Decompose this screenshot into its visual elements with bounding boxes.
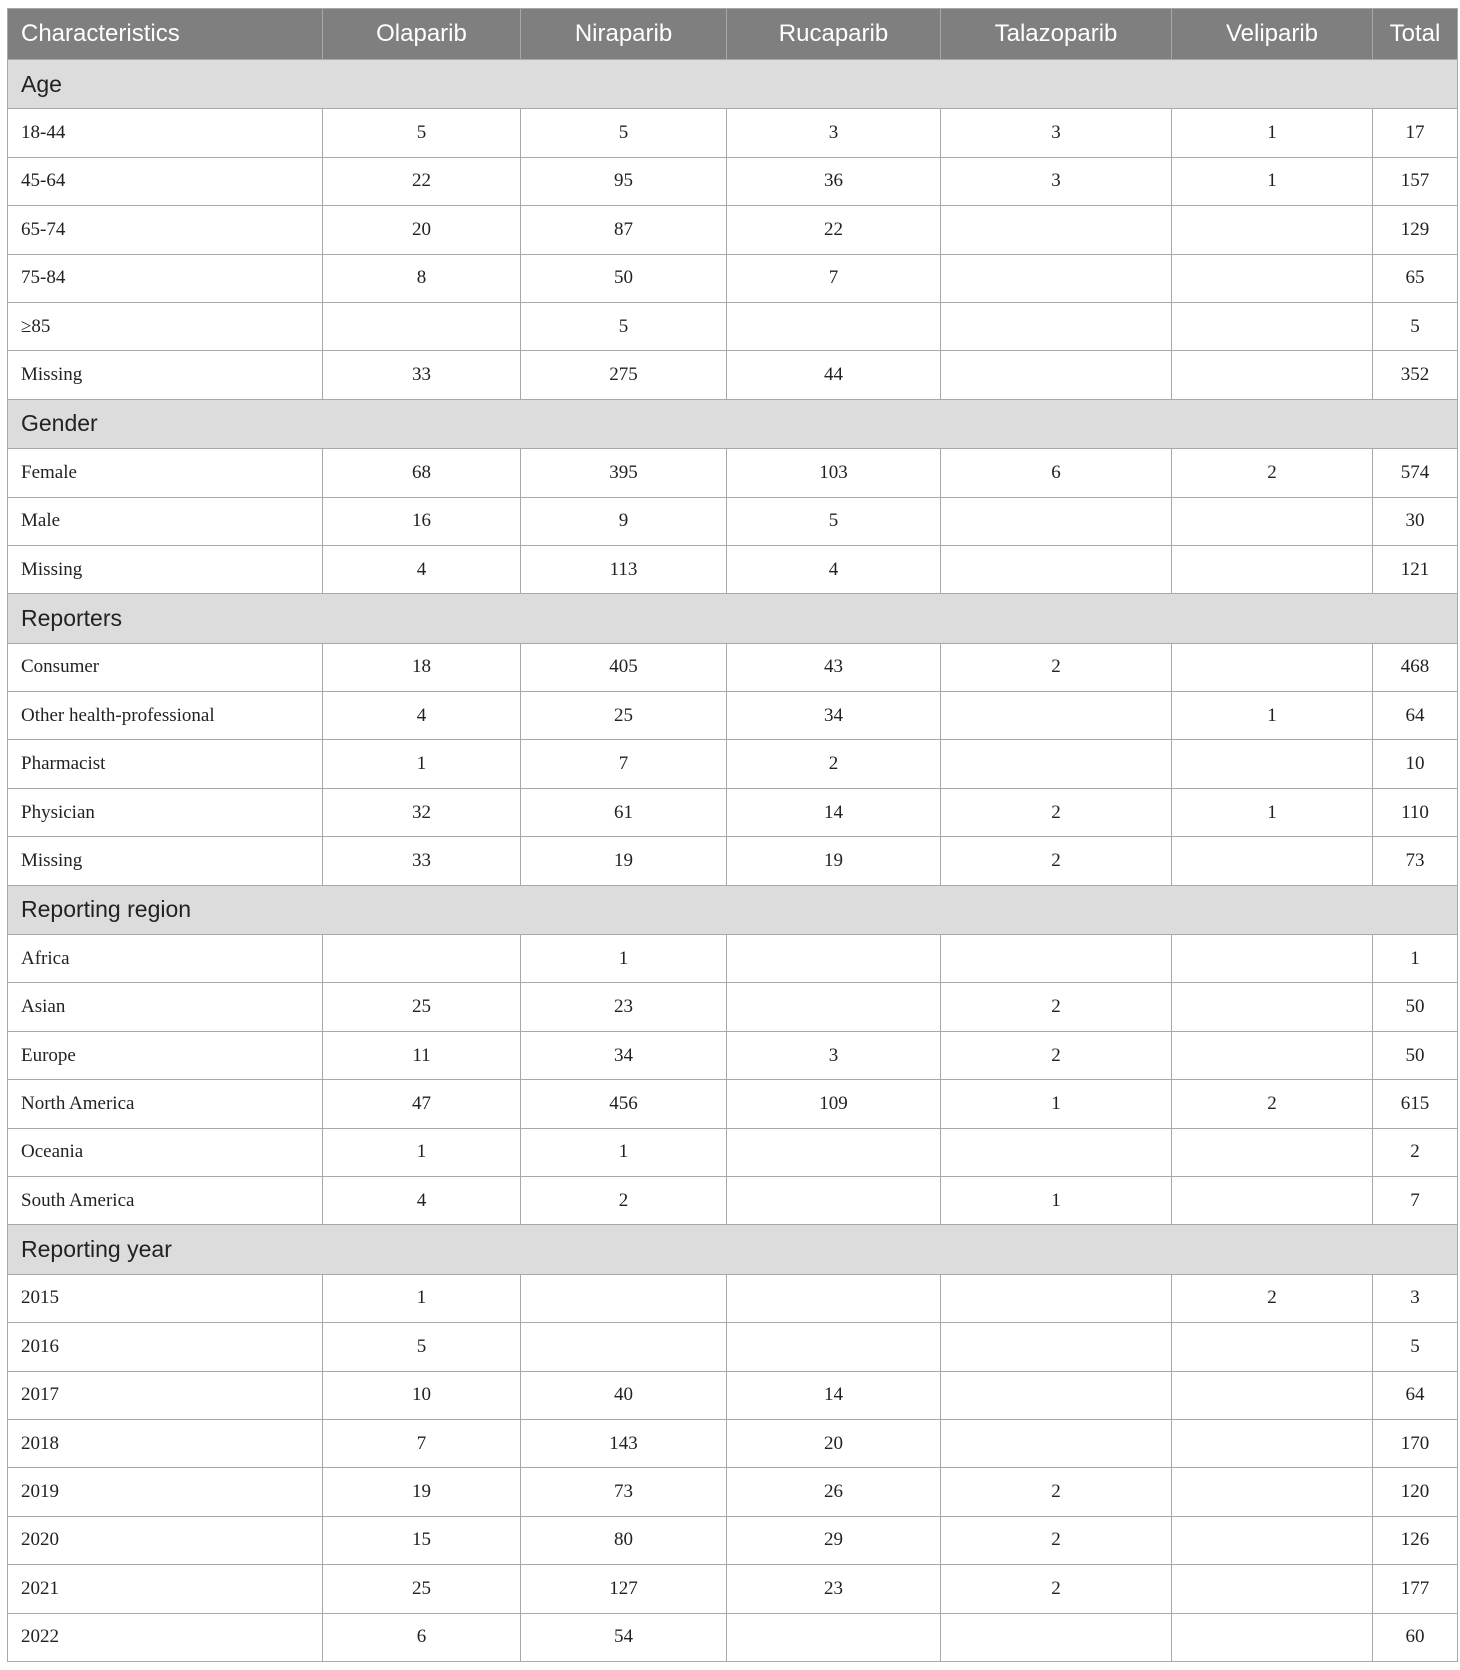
table-row: [8, 497, 1458, 545]
cell-total: 50: [1373, 983, 1458, 1031]
cell-total: 574: [1373, 449, 1458, 497]
cell-olaparib: 20: [323, 206, 521, 254]
cell-talazoparib: 2: [941, 1516, 1172, 1564]
cell-rucaparib: [727, 1323, 941, 1371]
row-label: 2019: [8, 1468, 323, 1516]
characteristics-table: [7, 8, 1458, 1662]
cell-veliparib: [1172, 935, 1373, 983]
cell-total: 110: [1373, 788, 1458, 836]
cell-total: 60: [1373, 1613, 1458, 1662]
cell-niraparib: 275: [521, 351, 727, 399]
cell-niraparib: 95: [521, 157, 727, 205]
cell-total: 468: [1373, 643, 1458, 691]
cell-rucaparib: 3: [727, 109, 941, 157]
cell-olaparib: 1: [323, 1128, 521, 1176]
cell-olaparib: 22: [323, 157, 521, 205]
section-row: [8, 399, 1458, 448]
cell-veliparib: [1172, 351, 1373, 399]
row-label: ≥85: [8, 302, 323, 350]
cell-niraparib: 113: [521, 545, 727, 593]
cell-talazoparib: 2: [941, 1468, 1172, 1516]
cell-talazoparib: 3: [941, 157, 1172, 205]
cell-veliparib: [1172, 1176, 1373, 1224]
cell-niraparib: 9: [521, 497, 727, 545]
cell-olaparib: 33: [323, 837, 521, 885]
cell-total: 17: [1373, 109, 1458, 157]
cell-olaparib: 6: [323, 1613, 521, 1662]
row-label: Missing: [8, 837, 323, 885]
column-header-veliparib: Veliparib: [1172, 9, 1373, 60]
cell-talazoparib: 2: [941, 983, 1172, 1031]
column-header-rucaparib: Rucaparib: [727, 9, 941, 60]
row-label: 2016: [8, 1323, 323, 1371]
row-label: Physician: [8, 788, 323, 836]
cell-talazoparib: [941, 206, 1172, 254]
cell-veliparib: [1172, 1128, 1373, 1176]
cell-olaparib: 7: [323, 1419, 521, 1467]
row-label: 75-84: [8, 254, 323, 302]
section-row: [8, 1225, 1458, 1274]
cell-niraparib: 34: [521, 1031, 727, 1079]
cell-niraparib: 7: [521, 740, 727, 788]
cell-talazoparib: 2: [941, 788, 1172, 836]
cell-total: 121: [1373, 545, 1458, 593]
cell-talazoparib: 2: [941, 1031, 1172, 1079]
cell-talazoparib: [941, 1274, 1172, 1322]
table-row: [8, 1468, 1458, 1516]
cell-veliparib: 1: [1172, 692, 1373, 740]
cell-olaparib: 8: [323, 254, 521, 302]
cell-rucaparib: [727, 1274, 941, 1322]
cell-olaparib: 25: [323, 983, 521, 1031]
cell-rucaparib: 4: [727, 545, 941, 593]
cell-total: 5: [1373, 1323, 1458, 1371]
cell-veliparib: [1172, 643, 1373, 691]
cell-veliparib: 1: [1172, 157, 1373, 205]
cell-talazoparib: [941, 254, 1172, 302]
cell-veliparib: 2: [1172, 449, 1373, 497]
row-label: Missing: [8, 545, 323, 593]
cell-olaparib: 33: [323, 351, 521, 399]
cell-rucaparib: 22: [727, 206, 941, 254]
cell-niraparib: 143: [521, 1419, 727, 1467]
cell-veliparib: [1172, 983, 1373, 1031]
table-header: [8, 9, 1458, 60]
cell-total: 3: [1373, 1274, 1458, 1322]
cell-olaparib: 5: [323, 109, 521, 157]
table-row: [8, 983, 1458, 1031]
table-row: [8, 1516, 1458, 1564]
cell-veliparib: [1172, 1371, 1373, 1419]
cell-olaparib: 68: [323, 449, 521, 497]
cell-talazoparib: [941, 1419, 1172, 1467]
cell-talazoparib: 2: [941, 1565, 1172, 1613]
table-row: [8, 449, 1458, 497]
cell-talazoparib: 2: [941, 643, 1172, 691]
column-header-olaparib: Olaparib: [323, 9, 521, 60]
cell-total: 50: [1373, 1031, 1458, 1079]
section-row: [8, 60, 1458, 109]
cell-talazoparib: [941, 351, 1172, 399]
cell-total: 157: [1373, 157, 1458, 205]
cell-niraparib: [521, 1274, 727, 1322]
column-header-niraparib: Niraparib: [521, 9, 727, 60]
section-row: [8, 885, 1458, 934]
cell-total: 2: [1373, 1128, 1458, 1176]
cell-talazoparib: [941, 302, 1172, 350]
row-label: Oceania: [8, 1128, 323, 1176]
cell-talazoparib: 2: [941, 837, 1172, 885]
cell-niraparib: 5: [521, 109, 727, 157]
table-row: [8, 1176, 1458, 1224]
table-row: [8, 1613, 1458, 1662]
cell-olaparib: 4: [323, 545, 521, 593]
cell-olaparib: 19: [323, 1468, 521, 1516]
table-row: [8, 837, 1458, 885]
cell-niraparib: 1: [521, 935, 727, 983]
row-label: 2021: [8, 1565, 323, 1613]
cell-olaparib: [323, 302, 521, 350]
cell-veliparib: [1172, 254, 1373, 302]
cell-veliparib: [1172, 1323, 1373, 1371]
cell-veliparib: [1172, 206, 1373, 254]
cell-olaparib: 4: [323, 692, 521, 740]
cell-rucaparib: [727, 935, 941, 983]
table-row: [8, 643, 1458, 691]
cell-total: 5: [1373, 302, 1458, 350]
cell-rucaparib: 7: [727, 254, 941, 302]
cell-rucaparib: [727, 1128, 941, 1176]
cell-rucaparib: 43: [727, 643, 941, 691]
table-row: [8, 545, 1458, 593]
cell-talazoparib: 1: [941, 1080, 1172, 1128]
cell-veliparib: [1172, 545, 1373, 593]
cell-niraparib: [521, 1323, 727, 1371]
cell-total: 64: [1373, 1371, 1458, 1419]
table-row: [8, 1565, 1458, 1613]
table-row: [8, 351, 1458, 399]
table-row: [8, 1323, 1458, 1371]
table-body: [8, 60, 1458, 1662]
cell-niraparib: 456: [521, 1080, 727, 1128]
cell-veliparib: [1172, 1613, 1373, 1662]
row-label: Pharmacist: [8, 740, 323, 788]
cell-talazoparib: [941, 545, 1172, 593]
cell-total: 170: [1373, 1419, 1458, 1467]
cell-talazoparib: [941, 1323, 1172, 1371]
cell-talazoparib: 3: [941, 109, 1172, 157]
table-row: [8, 302, 1458, 350]
cell-talazoparib: 1: [941, 1176, 1172, 1224]
cell-talazoparib: [941, 935, 1172, 983]
cell-rucaparib: 103: [727, 449, 941, 497]
table-row: [8, 692, 1458, 740]
cell-talazoparib: [941, 497, 1172, 545]
cell-rucaparib: 23: [727, 1565, 941, 1613]
cell-rucaparib: 44: [727, 351, 941, 399]
cell-total: 615: [1373, 1080, 1458, 1128]
row-label: South America: [8, 1176, 323, 1224]
cell-niraparib: 19: [521, 837, 727, 885]
cell-veliparib: [1172, 1565, 1373, 1613]
cell-niraparib: 405: [521, 643, 727, 691]
cell-talazoparib: 6: [941, 449, 1172, 497]
row-label: 2017: [8, 1371, 323, 1419]
table-row: [8, 1419, 1458, 1467]
cell-rucaparib: 3: [727, 1031, 941, 1079]
cell-rucaparib: [727, 302, 941, 350]
cell-veliparib: [1172, 1516, 1373, 1564]
cell-niraparib: 40: [521, 1371, 727, 1419]
cell-rucaparib: 5: [727, 497, 941, 545]
cell-olaparib: 1: [323, 1274, 521, 1322]
cell-olaparib: 18: [323, 643, 521, 691]
cell-rucaparib: 26: [727, 1468, 941, 1516]
cell-olaparib: 25: [323, 1565, 521, 1613]
cell-talazoparib: [941, 1128, 1172, 1176]
cell-total: 10: [1373, 740, 1458, 788]
table-row: [8, 1031, 1458, 1079]
cell-rucaparib: [727, 1176, 941, 1224]
row-label: North America: [8, 1080, 323, 1128]
cell-total: 1: [1373, 935, 1458, 983]
cell-rucaparib: 20: [727, 1419, 941, 1467]
cell-olaparib: 5: [323, 1323, 521, 1371]
cell-rucaparib: 14: [727, 1371, 941, 1419]
row-label: Consumer: [8, 643, 323, 691]
cell-total: 64: [1373, 692, 1458, 740]
column-header-talazoparib: Talazoparib: [941, 9, 1172, 60]
section-title: Reporters: [8, 594, 1458, 643]
header-row: [8, 9, 1458, 60]
cell-talazoparib: [941, 1371, 1172, 1419]
table-row: [8, 1274, 1458, 1322]
cell-rucaparib: 2: [727, 740, 941, 788]
cell-total: 73: [1373, 837, 1458, 885]
row-label: Missing: [8, 351, 323, 399]
cell-veliparib: [1172, 837, 1373, 885]
cell-veliparib: [1172, 302, 1373, 350]
cell-talazoparib: [941, 740, 1172, 788]
cell-rucaparib: [727, 1613, 941, 1662]
table-row: [8, 1080, 1458, 1128]
cell-rucaparib: [727, 983, 941, 1031]
cell-niraparib: 127: [521, 1565, 727, 1613]
table-row: [8, 740, 1458, 788]
cell-niraparib: 54: [521, 1613, 727, 1662]
cell-olaparib: 47: [323, 1080, 521, 1128]
table-row: [8, 206, 1458, 254]
row-label: 45-64: [8, 157, 323, 205]
table-row: [8, 935, 1458, 983]
cell-veliparib: 2: [1172, 1274, 1373, 1322]
cell-talazoparib: [941, 692, 1172, 740]
column-header-total: Total: [1373, 9, 1458, 60]
cell-rucaparib: 34: [727, 692, 941, 740]
section-row: [8, 594, 1458, 643]
cell-niraparib: 25: [521, 692, 727, 740]
cell-veliparib: 2: [1172, 1080, 1373, 1128]
table-row: [8, 254, 1458, 302]
table-row: [8, 109, 1458, 157]
row-label: Male: [8, 497, 323, 545]
table-row: [8, 788, 1458, 836]
table-row: [8, 157, 1458, 205]
cell-veliparib: [1172, 1419, 1373, 1467]
cell-veliparib: 1: [1172, 788, 1373, 836]
cell-veliparib: [1172, 1468, 1373, 1516]
cell-total: 352: [1373, 351, 1458, 399]
column-header-characteristics: Characteristics: [8, 9, 323, 60]
section-title: Reporting region: [8, 885, 1458, 934]
cell-veliparib: [1172, 1031, 1373, 1079]
cell-veliparib: [1172, 497, 1373, 545]
cell-olaparib: 4: [323, 1176, 521, 1224]
row-label: 65-74: [8, 206, 323, 254]
cell-niraparib: 23: [521, 983, 727, 1031]
cell-olaparib: 15: [323, 1516, 521, 1564]
cell-rucaparib: 109: [727, 1080, 941, 1128]
cell-niraparib: 80: [521, 1516, 727, 1564]
cell-rucaparib: 14: [727, 788, 941, 836]
cell-rucaparib: 19: [727, 837, 941, 885]
section-title: Reporting year: [8, 1225, 1458, 1274]
row-label: 18-44: [8, 109, 323, 157]
row-label: Female: [8, 449, 323, 497]
cell-niraparib: 87: [521, 206, 727, 254]
row-label: Africa: [8, 935, 323, 983]
cell-total: 120: [1373, 1468, 1458, 1516]
cell-niraparib: 395: [521, 449, 727, 497]
row-label: Asian: [8, 983, 323, 1031]
cell-niraparib: 2: [521, 1176, 727, 1224]
cell-olaparib: 1: [323, 740, 521, 788]
cell-niraparib: 61: [521, 788, 727, 836]
cell-rucaparib: 29: [727, 1516, 941, 1564]
cell-rucaparib: 36: [727, 157, 941, 205]
section-title: Age: [8, 60, 1458, 109]
cell-olaparib: [323, 935, 521, 983]
cell-olaparib: 16: [323, 497, 521, 545]
cell-total: 7: [1373, 1176, 1458, 1224]
row-label: 2015: [8, 1274, 323, 1322]
cell-niraparib: 5: [521, 302, 727, 350]
cell-talazoparib: [941, 1613, 1172, 1662]
row-label: Europe: [8, 1031, 323, 1079]
table-row: [8, 1128, 1458, 1176]
cell-total: 65: [1373, 254, 1458, 302]
cell-niraparib: 73: [521, 1468, 727, 1516]
row-label: Other health-professional: [8, 692, 323, 740]
cell-olaparib: 10: [323, 1371, 521, 1419]
row-label: 2022: [8, 1613, 323, 1662]
cell-total: 126: [1373, 1516, 1458, 1564]
cell-veliparib: [1172, 740, 1373, 788]
cell-total: 177: [1373, 1565, 1458, 1613]
cell-olaparib: 11: [323, 1031, 521, 1079]
cell-veliparib: 1: [1172, 109, 1373, 157]
cell-total: 30: [1373, 497, 1458, 545]
cell-niraparib: 1: [521, 1128, 727, 1176]
cell-niraparib: 50: [521, 254, 727, 302]
section-title: Gender: [8, 399, 1458, 448]
row-label: 2020: [8, 1516, 323, 1564]
cell-total: 129: [1373, 206, 1458, 254]
row-label: 2018: [8, 1419, 323, 1467]
table-row: [8, 1371, 1458, 1419]
cell-olaparib: 32: [323, 788, 521, 836]
